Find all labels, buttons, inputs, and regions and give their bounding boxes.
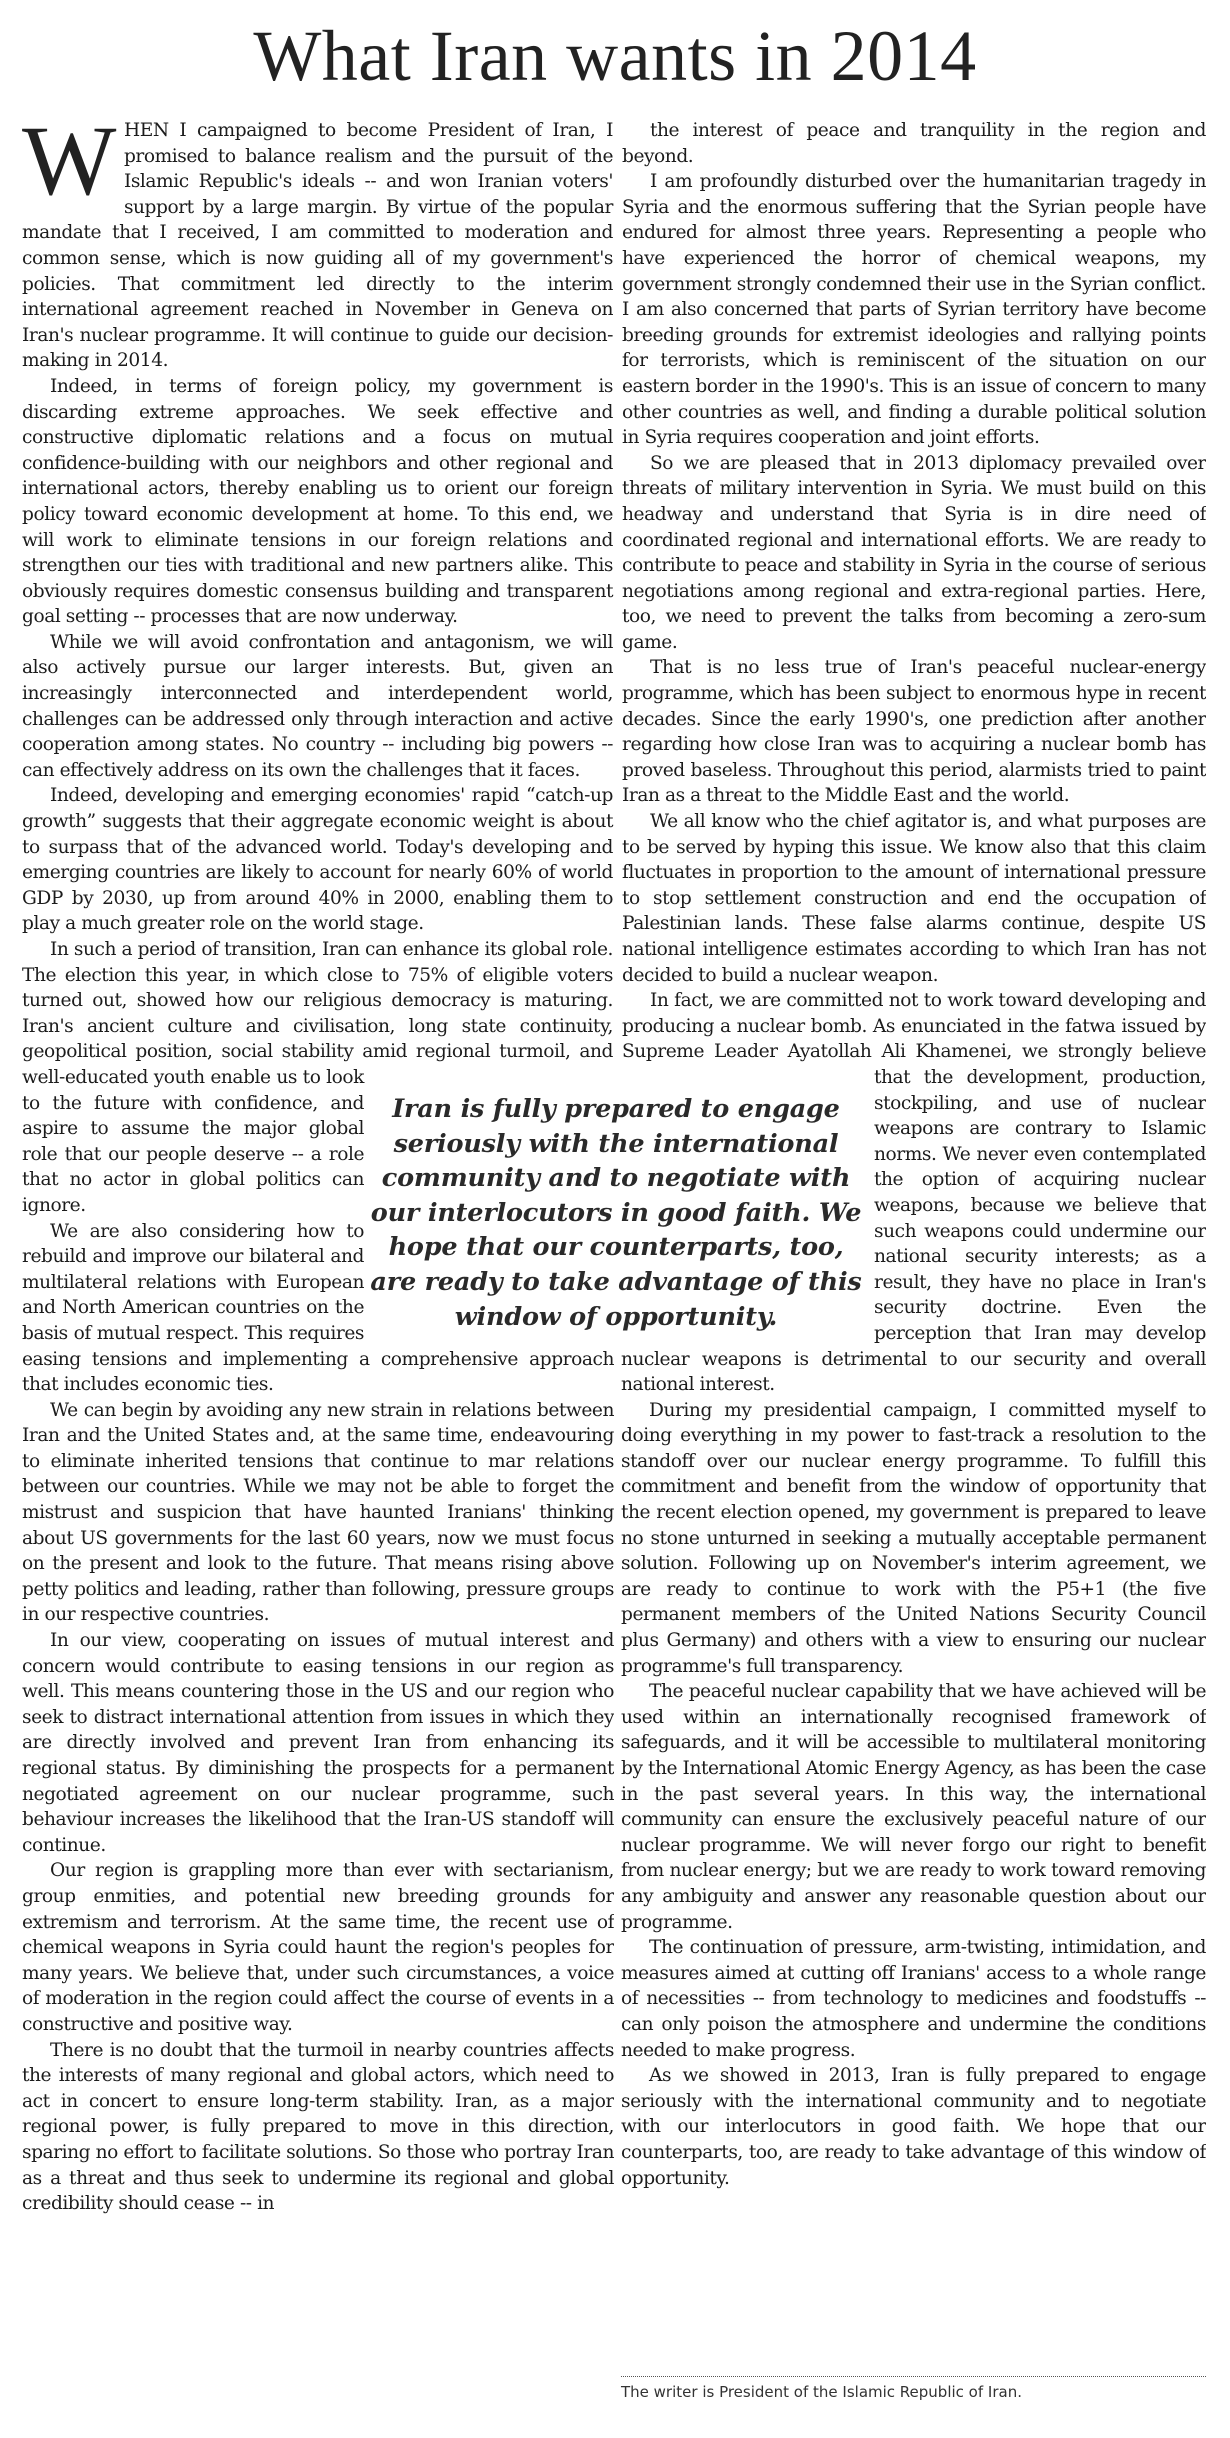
article-paragraph: We all know who the chief agitator is, and what purposes are to be served by hyping this issue. We know also that this claim fluctuates in proportion to the amount of international pressure to stop settlement construction and end the occupation of Palestinian lands. These false alarms continue, despite US national intelligence estimates according to which Iran has not decided to build a nuclear weapon. [622, 811, 1206, 986]
article-paragraph: Indeed, in terms of foreign policy, my government is discarding extreme approaches. We seek effective and constructive diplomatic relations and a focus on mutual confidence-building with our neighbors and other regional and international actors, thereby enabling us to orient our foreign policy toward economic development at home. To this end, we will work to eliminate tensions in our foreign relations and strengthen our ties with traditional and new partners alike. This obviously requires domestic consensus building and transparent goal setting -- processes that are now underway. [22, 375, 613, 628]
article-paragraph: the interest of peace and tranquility in the region and beyond. [622, 120, 1206, 167]
article-paragraph: In such a period of transition, Iran can enhance its global role. The election this year, in which close to 75% of eligible voters turned out, showed how our religious democracy is maturing. Iran's ancient culture and civilisation, long state continuity, geopolitical position, social stability amid regional turmoil, and well-educated youth enable us to look to the future with confidence, and aspire to assume the major global role that our people deserve -- a role that no actor in global politics can ignore. [22, 939, 613, 1216]
article-paragraph: In fact, we are committed not to work toward developing and producing a nuclear bomb. As enunciated in the fatwa issued by Supreme Leader Ayatollah Ali Khamenei, we strongly believe that the development, production, stockpiling, and use of nuclear weapons are contrary to Islamic norms. We never even contemplated the option of acquiring nuclear weapons, because we believe that such weapons could undermine our national security interests; as a result, they have no place in Iran's security doctrine. Even the perception that Iran may develop nuclear weapons is detrimental to our security and overall national interest. [621, 990, 1206, 1396]
article-paragraph: Our region is grappling more than ever with sectarianism, group enmities, and potential new breeding grounds for extremism and terrorism. At the same time, the recent use of chemical weapons in Syria could haunt the region's peoples for many years. We believe that, under such circumstances, a voice of moderation in the region could affect the course of events in a constructive and positive way. [22, 1860, 614, 2035]
article-paragraph: We are also considering how to rebuild and improve our bilateral and multilateral relations with European and North American countries on the basis of mutual respect. This requires easing tensions and implementing a comprehensive approach that includes economic ties. [22, 1220, 614, 1396]
article-paragraph: The continuation of pressure, arm-twisting, intimidation, and measures aimed at cutting off Iranians' access to a whole range of necessities -- from technology to medicines and foodstuffs -- can only poison the atmosphere and undermine the conditions needed to make progress. [621, 1937, 1206, 2061]
article-paragraph: As we showed in 2013, Iran is fully prepared to engage seriously with the international community and to negotiate with our interlocutors in good faith. We hope that our counterparts, too, are ready to take advantage of this window of opportunity. [621, 2065, 1206, 2189]
article-paragraph: The peaceful nuclear capability that we have achieved will be used within an internationally recognised framework of safeguards, and it will be accessible to multilateral monitoring by the International Atomic Energy Agency, as has been the case in the past several years. In this way, the international community can ensure the exclusively peaceful nature of our nuclear programme. We will never forgo our right to benefit from nuclear energy; but we are ready to work toward removing any ambiguity and answer any reasonable question about our programme. [621, 1681, 1206, 1933]
drop-cap: W [22, 118, 116, 216]
article-paragraph: Indeed, developing and emerging economies' rapid “catch-up growth” suggests that their aggregate economic weight is about to surpass that of the advanced world. Today's developing and emerging countries are likely to account for nearly 60% of world GDP by 2030, up from around 40% in 2000, enabling them to play a much greater role on the world stage. [22, 785, 613, 935]
article-paragraph: That is no less true of Iran's peaceful nuclear-energy programme, which has been subject to enormous hype in recent decades. Since the early 1990's, one prediction after another regarding how close Iran was to acquiring a nuclear bomb has proved baseless. Throughout this period, alarmists tried to paint Iran as a threat to the Middle East and the world. [622, 657, 1206, 807]
article-paragraph: HEN I campaigned to become President of Iran, I promised to balance realism and the pursuit of the Islamic Republic's ideals -- and won Iranian voters' support by a large margin. By virtue of the popular mandate that I received, I am committed to moderation and common sense, which is now guiding all of my government's policies. That commitment led directly to the interim international agreement reached in November in Geneva on Iran's nuclear programme. It will continue to guide our decision-making in 2014. [22, 120, 613, 372]
article-paragraph: We can begin by avoiding any new strain in relations between Iran and the United States and, at the same time, endeavouring to eliminate inherited tensions that continue to mar relations between our countries. While we may not be able to forget the mistrust and suspicion that have haunted Iranians' thinking about US governments for the last 60 years, now we must focus on the present and look to the future. That means rising above petty politics and leading, rather than following, pressure groups in our respective countries. [22, 1399, 614, 1626]
article-paragraph: While we will avoid confrontation and antagonism, we will also actively pursue our larger interests. But, given an increasingly interconnected and interdependent world, challenges can be addressed only through interaction and active cooperation among states. No country -- including big powers -- can effectively address on its own the challenges that it faces. [22, 631, 613, 781]
headline: What Iran wants in 2014 [253, 16, 977, 96]
article-paragraph: There is no doubt that the turmoil in nearby countries affects the interests of many regional and global actors, which need to act in concert to ensure long-term stability. Iran, as a major regional power, is fully prepared to move in this direction, sparing no effort to facilitate solutions. So those who portray Iran as a threat and thus seek to undermine its regional and global credibility should cease -- in [22, 2039, 614, 2215]
pull-quote: Iran is fully prepared to engage seriously with the international community and to negotiate with our interlocutors in good faith. We hope that our counterparts, too, are ready to take advantage of this window of opportunity. [368, 1092, 864, 1334]
article-paragraph: In our view, cooperating on issues of mutual interest and concern would contribute to easing tensions in our region as well. This means countering those in the US and our region who seek to distract international attention from issues in which they are directly involved and prevent Iran from enhancing its regional status. By diminishing the prospects for a permanent negotiated agreement on our nuclear programme, such behaviour increases the likelihood that the Iran-US standoff will continue. [22, 1630, 614, 1856]
author-byline: The writer is President of the Islamic Republic of Iran. [621, 2376, 1206, 2401]
pull-quote-spacer [613, 118, 614, 1084]
article-paragraph: I am profoundly disturbed over the humanitarian tragedy in Syria and the enormous suffering that the Syrian people have endured for almost three years. Representing a people who have experienced the horror of chemical weapons, my government strongly condemned their use in the Syrian conflict. I am also concerned that parts of Syrian territory have become breeding grounds for extremist ideologies and rallying points for terrorists, which is reminiscent of the situation on our eastern border in the 1990's. This is an issue of concern to many other countries as well, and finding a durable political solution in Syria requires cooperation and joint efforts. [622, 171, 1206, 449]
article-paragraph: During my presidential campaign, I committed myself to doing everything in my power to fast-track a resolution to the standoff over our nuclear energy programme. To fulfill this commitment and benefit from the window of opportunity that the recent election opened, my government is prepared to leave no stone unturned in seeking a mutually acceptable permanent solution. Following up on November's interim agreement, we are ready to continue to work with the P5+1 (the five permanent members of the United Nations Security Council plus Germany) and others with a view to ensuring our nuclear programme's full transparency. [621, 1399, 1206, 1677]
article-paragraph: So we are pleased that in 2013 diplomacy prevailed over threats of military intervention in Syria. We must build on this headway and understand that Syria is in dire need of coordinated regional and international efforts. We are ready to contribute to peace and stability in Syria in the course of serious negotiations among regional and extra-regional parties. Here, too, we need to prevent the talks from becoming a zero-sum game. [622, 452, 1206, 653]
